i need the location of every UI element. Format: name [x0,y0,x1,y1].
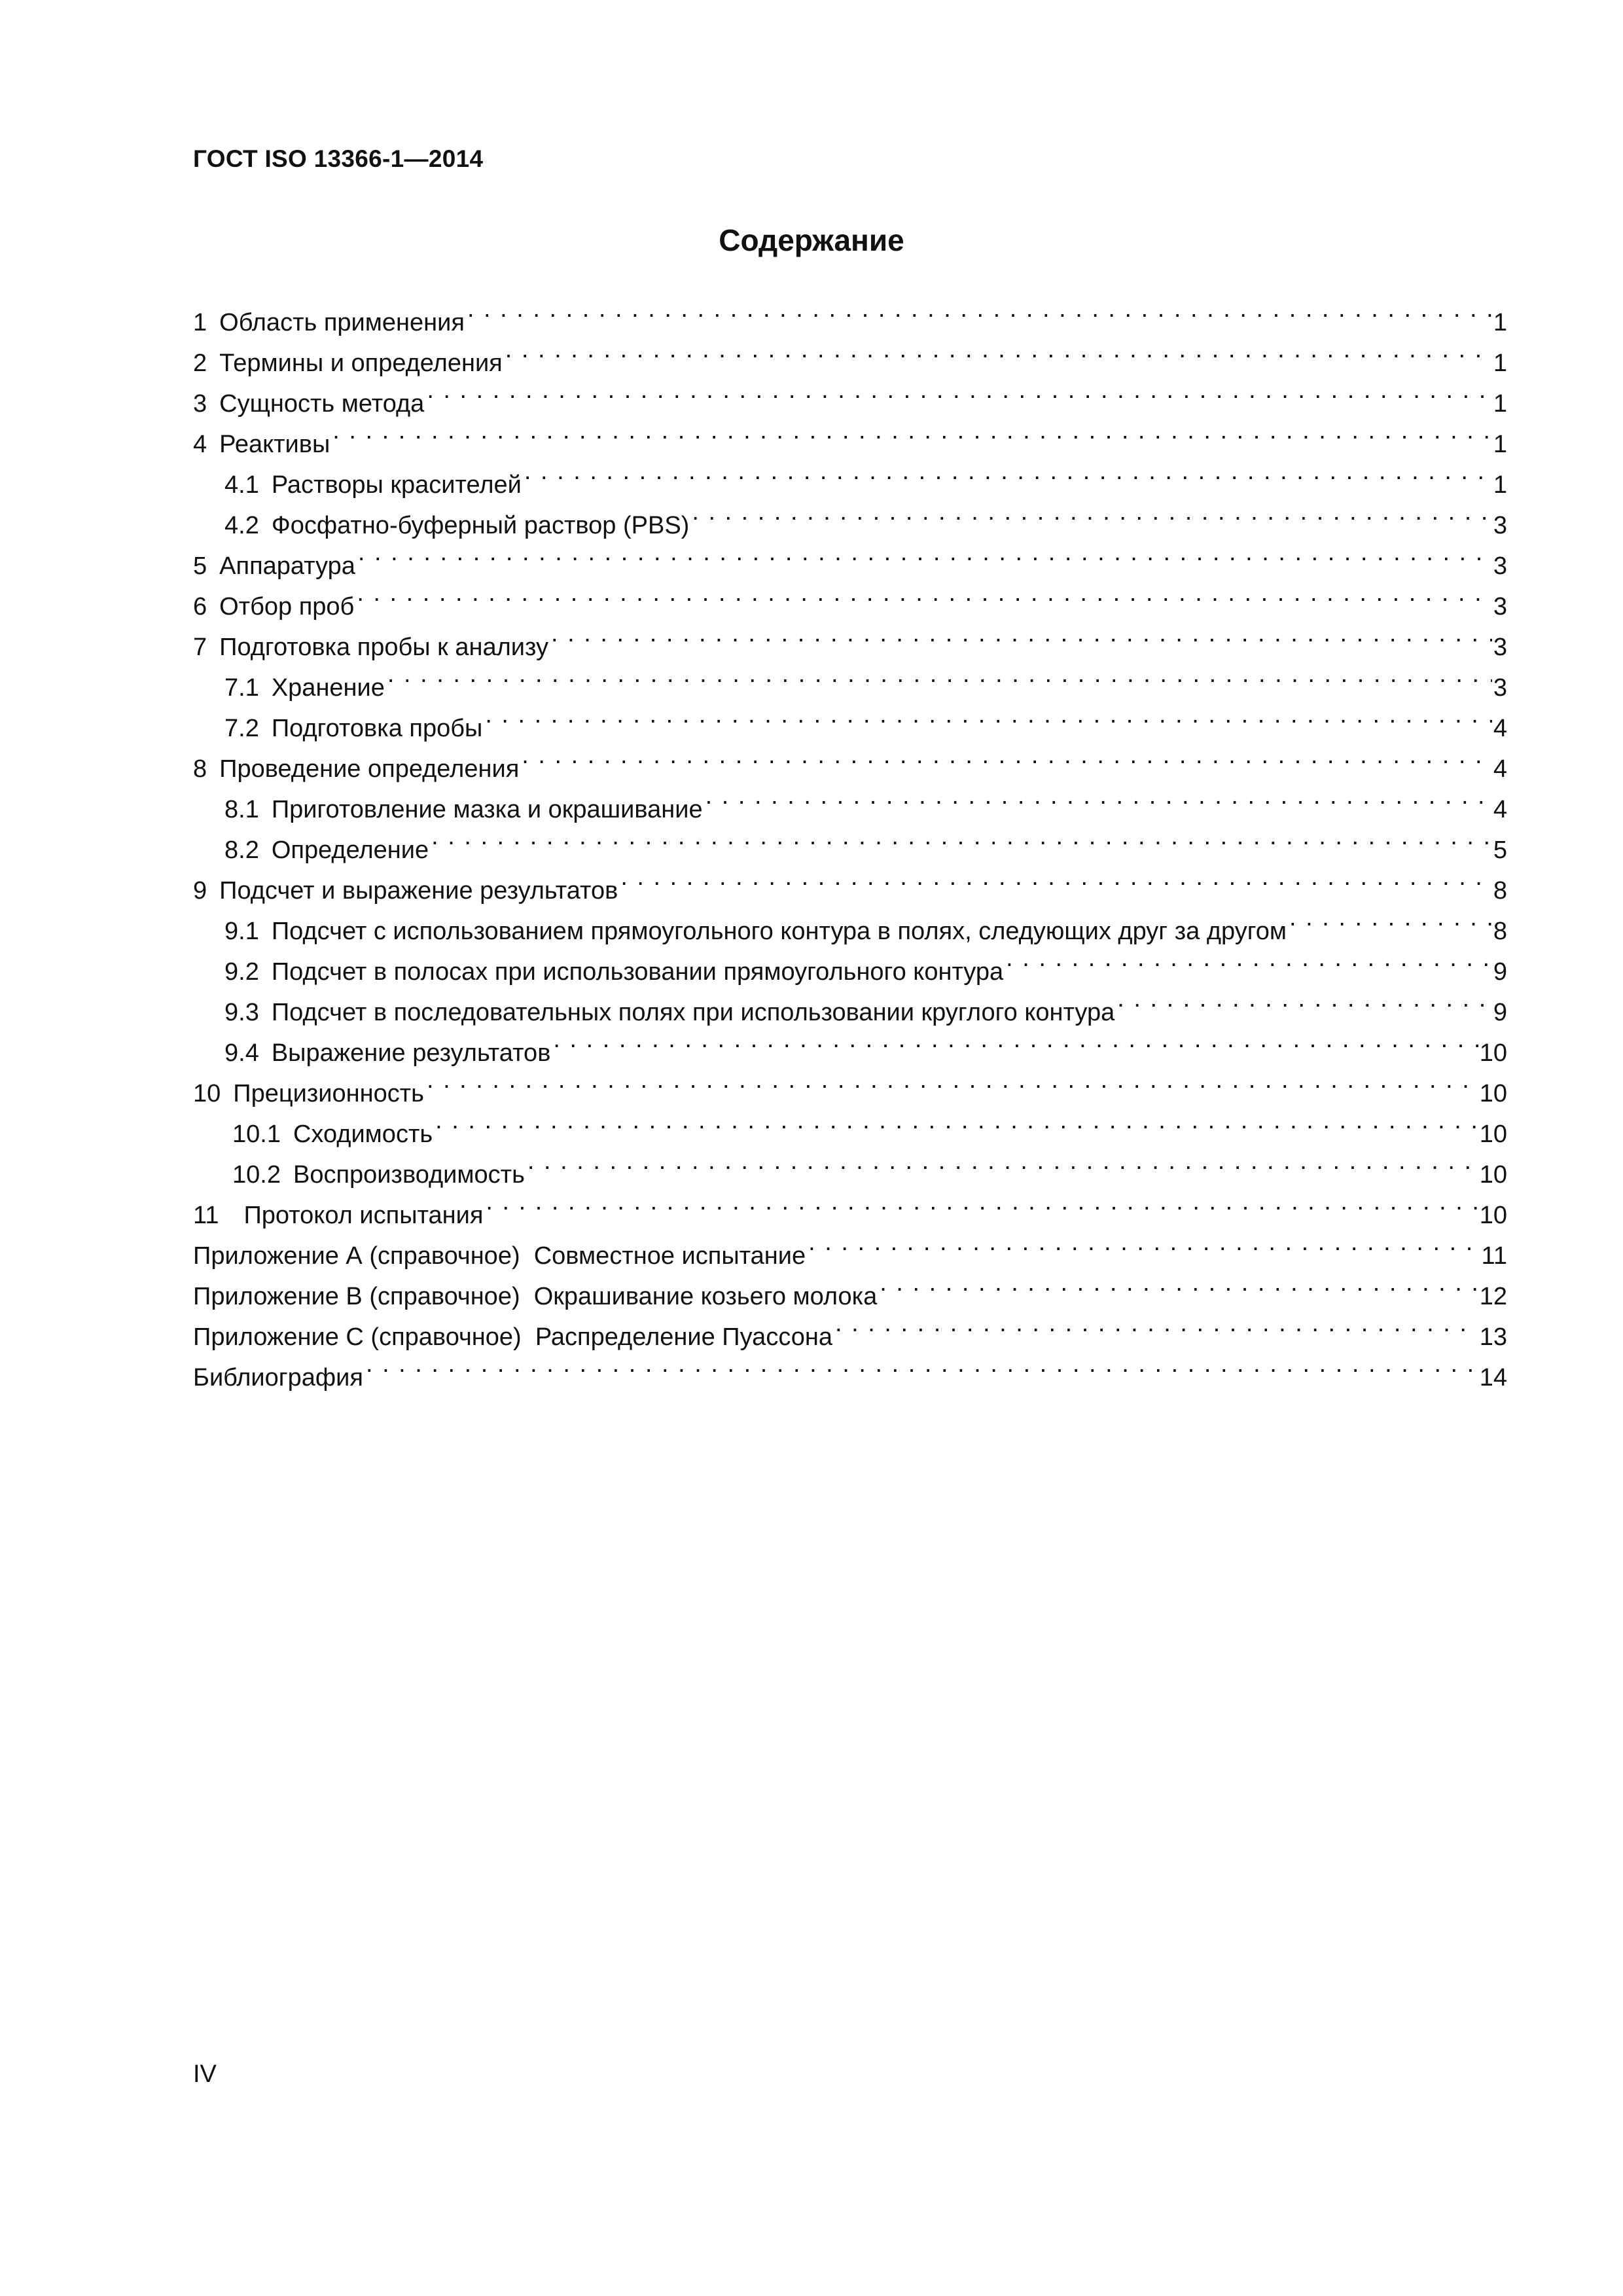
toc-entry-page: 11 [1481,1242,1507,1270]
toc-entry-9-1[interactable] [193,911,1507,952]
toc-entry-5[interactable] [193,546,1507,586]
toc-entry-page: 4 [1493,715,1507,742]
page-number: IV [193,2060,217,2088]
toc-dot-leader [357,590,1492,615]
toc-dot-leader [435,1117,1478,1142]
toc-entry-page: 4 [1493,796,1507,823]
toc-entry-number: 4.2 [224,512,259,539]
toc-entry-number: 5 [193,552,207,580]
toc-entry-page: 10 [1479,1039,1507,1067]
toc-dot-leader [551,630,1492,655]
toc-entry-page: 3 [1493,634,1507,661]
toc-entry-label: Прецизионность [233,1080,424,1107]
toc-entry-9-4[interactable] [193,1033,1507,1073]
toc-entry-9-3[interactable] [193,992,1507,1033]
toc-entry-page: 3 [1493,593,1507,620]
toc-dot-leader [1289,914,1492,939]
toc-entry-page: 1 [1493,350,1507,377]
toc-entry-number: 8.2 [224,836,259,864]
toc-entry-label: Фосфатно-буферный раствор (PBS) [271,512,690,539]
toc-entry-label: Библиография [193,1364,363,1391]
toc-entry-number: 9 [193,877,207,905]
toc-entry-number: 9.4 [224,1039,259,1067]
table-of-contents [193,302,1507,1398]
toc-entry-number: 7.1 [224,674,259,702]
toc-title: Содержание [719,223,904,257]
toc-entry-page: 8 [1493,918,1507,945]
toc-entry-label: Аппаратура [219,552,355,580]
toc-entry-7-2[interactable] [193,708,1507,749]
toc-entry-page: 13 [1479,1323,1507,1351]
toc-dot-leader [485,711,1492,736]
toc-entry-label: Проведение определения [219,755,520,783]
toc-entry-6[interactable] [193,586,1507,627]
toc-entry-7[interactable] [193,627,1507,668]
toc-dot-leader [431,833,1492,858]
toc-entry-page: 10 [1479,1161,1507,1189]
toc-dot-leader [1117,996,1492,1020]
toc-entry-8-1[interactable] [193,789,1507,830]
toc-entry-label: Приложение А (справочное) Совместное испытание [193,1242,806,1270]
toc-entry-9[interactable] [193,870,1507,911]
toc-entry-4-2[interactable] [193,505,1507,546]
toc-entry-number: 10.2 [232,1161,281,1189]
toc-entry-page: 1 [1493,431,1507,458]
toc-dot-leader [332,427,1492,452]
toc-entry-label: Подготовка пробы [271,715,483,742]
toc-entry-page: 3 [1493,552,1507,580]
toc-entry-page: 12 [1479,1283,1507,1310]
toc-entry-10-2[interactable] [193,1155,1507,1195]
toc-entry-label: Подготовка пробы к анализу [219,634,549,661]
toc-entry-number: 10.1 [232,1121,281,1148]
toc-entry-number: 3 [193,390,207,418]
toc-entry-label: Подсчет в последовательных полях при использовании круглого контура [271,999,1115,1026]
toc-entry-number: 10 [193,1080,221,1107]
toc-entry-page: 5 [1493,836,1507,864]
toc-entry-number: 4 [193,431,207,458]
toc-entry-page: 3 [1493,512,1507,539]
toc-entry-label: Приложение В (справочное) Окрашивание козьего молока [193,1283,878,1310]
toc-entry-label: Хранение [271,674,385,702]
toc-entry-number: 1 [193,309,207,336]
toc-dot-leader [553,1036,1478,1061]
toc-entry-label: Приготовление мазка и окрашивание [271,796,703,823]
toc-dot-leader [705,793,1492,817]
toc-entry-label: Воспроизводимость [293,1161,525,1189]
toc-dot-leader [467,306,1492,331]
toc-entry-page: 4 [1493,755,1507,783]
toc-dot-leader [387,671,1492,696]
toc-entry-4-1[interactable] [193,465,1507,505]
toc-entry-number: 7.2 [224,715,259,742]
toc-entry-page: 9 [1493,958,1507,986]
toc-entry-label: Подсчет и выражение результатов [219,877,618,905]
toc-entry-label: Определение [271,836,429,864]
toc-entry-page: 1 [1493,390,1507,418]
toc-entry-number: 7 [193,634,207,661]
toc-entry-page: 10 [1479,1080,1507,1107]
toc-entry-label: Протокол испытания [243,1202,484,1229]
toc-entry-8[interactable] [193,749,1507,789]
toc-dot-leader [692,509,1492,533]
toc-dot-leader [527,1158,1478,1183]
toc-entry-page: 10 [1479,1202,1507,1229]
toc-entry-label: Приложение С (справочное) Распределение Пуассона [193,1323,832,1351]
toc-entry-label: Реактивы [219,431,330,458]
toc-entry-10[interactable] [193,1073,1507,1114]
toc-entry-4[interactable] [193,424,1507,465]
toc-entry-7-1[interactable] [193,668,1507,708]
toc-entry-number: 9.1 [224,918,259,945]
toc-entry-8-2[interactable] [193,830,1507,870]
toc-dot-leader [427,1077,1478,1102]
toc-entry-page: 1 [1493,471,1507,499]
toc-entry-11[interactable] [193,1195,1507,1236]
toc-entry-label: Сущность метода [219,390,425,418]
document-header: ГОСТ ISO 13366-1—2014 [193,145,484,172]
toc-dot-leader [620,874,1492,899]
toc-entry-label: Отбор проб [219,593,355,620]
toc-entry-label: Область применения [219,309,465,336]
toc-dot-leader [366,1361,1478,1386]
toc-entry-page: 9 [1493,999,1507,1026]
toc-entry-appendix-b[interactable] [193,1276,1507,1317]
toc-entry-number: 9.3 [224,999,259,1026]
toc-entry-2[interactable] [193,343,1507,384]
toc-entry-number: 9.2 [224,958,259,986]
toc-entry-page: 10 [1479,1121,1507,1148]
toc-entry-bibliography[interactable] [193,1357,1507,1398]
toc-dot-leader [1006,955,1492,980]
toc-entry-appendix-a[interactable] [193,1236,1507,1276]
toc-dot-leader [522,752,1492,777]
toc-entry-1[interactable] [193,302,1507,343]
toc-entry-page: 1 [1493,309,1507,336]
toc-entry-number: 4.1 [224,471,259,499]
toc-dot-leader [486,1198,1478,1223]
toc-entry-label: Термины и определения [219,350,503,377]
toc-entry-label: Сходимость [293,1121,433,1148]
toc-entry-number: 8 [193,755,207,783]
toc-entry-number: 6 [193,593,207,620]
toc-entry-page: 3 [1493,674,1507,702]
toc-entry-label: Растворы красителей [271,471,522,499]
toc-dot-leader [505,346,1492,371]
toc-dot-leader [835,1320,1478,1345]
toc-entry-9-2[interactable] [193,952,1507,992]
toc-entry-3[interactable] [193,384,1507,424]
toc-dot-leader [808,1239,1480,1264]
toc-dot-leader [427,387,1492,412]
toc-entry-label: Выражение результатов [271,1039,551,1067]
toc-entry-page: 14 [1479,1364,1507,1391]
toc-entry-label: Подсчет с использованием прямоугольного контура в полях, следующих друг за другом [271,918,1287,945]
toc-entry-number: 2 [193,350,207,377]
toc-entry-10-1[interactable] [193,1114,1507,1155]
toc-dot-leader [358,549,1492,574]
toc-entry-appendix-c[interactable] [193,1317,1507,1357]
toc-entry-page: 8 [1493,877,1507,905]
toc-dot-leader [880,1280,1478,1304]
toc-dot-leader [524,468,1492,493]
toc-entry-label: Подсчет в полосах при использовании прямоугольного контура [271,958,1004,986]
toc-entry-number: 11 [193,1202,219,1229]
toc-entry-number: 8.1 [224,796,259,823]
